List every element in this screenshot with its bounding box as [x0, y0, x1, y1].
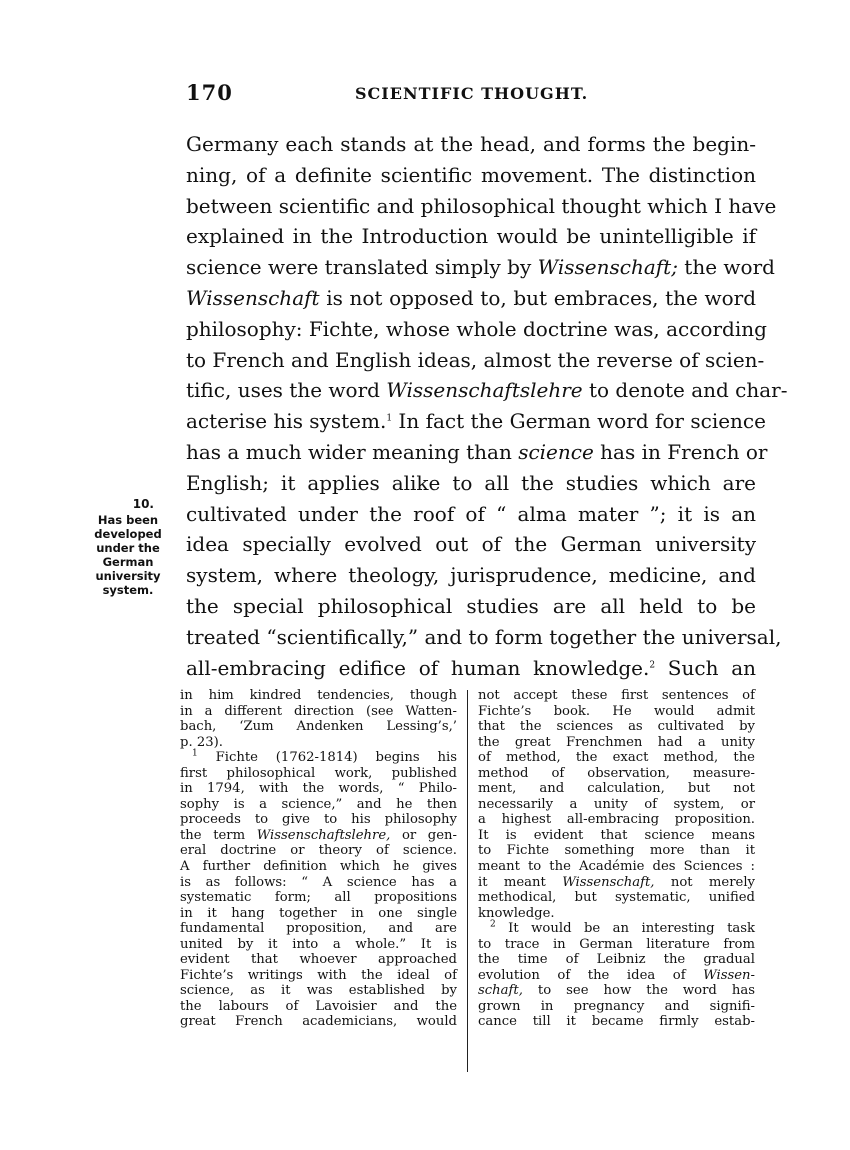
body-text-line: philosophy: Fichte, whose whole doctrine was, according [186, 316, 767, 341]
footnote-line: is as follows: “ A science has a [180, 874, 457, 890]
footnote-line: necessarily a unity of system, or [478, 796, 755, 812]
footnote-line: p. 23). [180, 734, 223, 750]
footnote-line: cance till it became firmly estab- [478, 1014, 755, 1030]
footnote-line: the term Wissenschaftslehre, or gen- [180, 827, 457, 843]
body-text-line: to French and English ideas, almost the reverse of scien- [186, 347, 765, 372]
body-text-line: has a much wider meaning than science has in French or [186, 439, 768, 464]
body-text-line: idea specially evolved out of the German university [186, 532, 756, 557]
footnote-line: Fichte’s writings with the ideal of [180, 967, 457, 983]
marginal-note-line: system. [102, 583, 154, 597]
footnote-line: systematic form; all propositions [180, 890, 457, 906]
footnote-line: grown in pregnancy and signifi- [478, 998, 755, 1014]
footnote-line: it meant Wissenschaft, not merely [478, 874, 755, 890]
footnote-line: to trace in German literature from [478, 936, 755, 952]
running-head: SCIENTIFIC THOUGHT. [355, 84, 589, 103]
footnote-line: the labours of Lavoisier and the [180, 998, 457, 1014]
footnote-line: first philosophical work, published [180, 765, 457, 781]
footnote-line: proceeds to give to his philosophy [180, 812, 457, 828]
footnote-line: in 1794, with the words, “ Philo- [180, 781, 457, 797]
footnote-column-left [180, 688, 457, 1030]
footnote-line: not accept these first sentences of [478, 688, 755, 703]
footnote-line: in him kindred tendencies, though [180, 688, 457, 703]
footnote-line: evident that whoever approached [180, 952, 457, 968]
footnote-line: meant to the Académie des Sciences : [478, 859, 755, 875]
page-number: 170 [186, 80, 233, 105]
body-text-line: acterise his system.$^1$ In fact the German word for science [186, 409, 766, 434]
body-text-line: science were translated simply by Wissenschaft; the word [186, 255, 775, 280]
footnote-line: science, as it was established by [180, 983, 457, 999]
footnote-line: united by it into a whole.” It is [180, 936, 457, 952]
footnote-column-right [478, 688, 755, 1030]
body-text-line: cultivated under the roof of “ alma mater ”; it is an [186, 501, 756, 526]
body-text-line: all-embracing edifice of human knowledge.$^2$ Such an [186, 655, 757, 680]
marginal-note-number: 10. [132, 497, 154, 511]
footnote-line: of method, the exact method, the [478, 750, 755, 766]
body-text-line: tific, uses the word Wissenschaftslehre to denote and char- [186, 378, 788, 403]
footnote-line: to Fichte something more than it [478, 843, 755, 859]
page-header [186, 80, 746, 110]
body-text-line: English; it applies alike to all the studies which are [186, 470, 756, 495]
marginal-note-line: university [95, 569, 161, 583]
footnote-line: great French academicians, would [180, 1014, 457, 1030]
footnote-line: the great Frenchmen had a unity [478, 734, 755, 750]
body-text-line: Wissenschaft is not opposed to, but embraces, the word [186, 285, 756, 310]
footnote-line: schaft, to see how the word has [478, 983, 755, 999]
footnote-line: Fichte’s book. He would admit [478, 703, 755, 719]
footnote-line: method of observation, measure- [478, 765, 755, 781]
body-text-line: system, where theology, jurisprudence, medicine, and [186, 563, 756, 588]
footnote-column-divider [467, 690, 468, 1072]
body-text-line: between scientific and philosophical thought which I have [186, 193, 777, 218]
footnote-line: $^2$ It would be an interesting task [490, 919, 755, 937]
body-text-line: ning, of a definite scientific movement. The distinction [186, 162, 756, 187]
footnote-line: in a different direction (see Watten- [180, 703, 457, 719]
body-text-line: the special philosophical studies are all held to be [186, 593, 756, 618]
footnote-line: in it hang together in one single [180, 905, 457, 921]
marginal-note-line: under the [96, 541, 160, 555]
footnote-line: a highest all-embracing proposition. [478, 812, 755, 828]
footnotes [180, 688, 760, 1078]
footnote-line: knowledge. [478, 905, 555, 921]
footnote-line: $^1$ Fichte (1762-1814) begins his [192, 748, 457, 766]
footnote-line: It is evident that science means [478, 827, 755, 843]
body-text-line: Germany each stands at the head, and forms the begin- [186, 132, 756, 156]
footnote-line: ment, and calculation, but not [478, 781, 755, 797]
marginal-note-line: developed [94, 527, 162, 541]
body-text [186, 129, 788, 683]
footnote-line: methodical, but systematic, unified [478, 890, 755, 906]
footnote-line: A further definition which he gives [180, 859, 457, 875]
footnote-line: eral doctrine or theory of science. [180, 843, 457, 859]
footnote-line: bach, ‘Zum Andenken Lessing’s,’ [180, 719, 457, 735]
footnote-line: fundamental proposition, and are [180, 921, 457, 937]
footnote-line: that the sciences as cultivated by [478, 719, 755, 735]
marginal-note [82, 497, 174, 597]
body-text-line: treated “scientifically,” and to form together the universal, [186, 624, 782, 649]
footnote-line: the time of Leibniz the gradual [478, 952, 755, 968]
body-text-line: explained in the Introduction would be unintelligible if [186, 224, 756, 249]
marginal-note-line: Has been [97, 513, 159, 527]
footnote-line: sophy is a science,” and he then [180, 796, 457, 812]
marginal-note-line: German [102, 555, 154, 569]
footnote-line: evolution of the idea of Wissen- [478, 967, 755, 983]
